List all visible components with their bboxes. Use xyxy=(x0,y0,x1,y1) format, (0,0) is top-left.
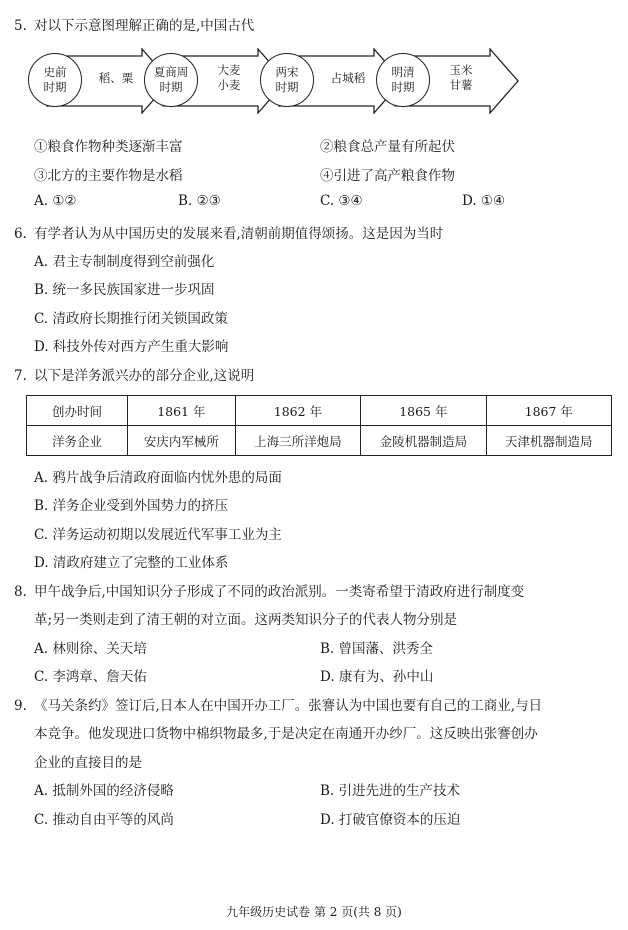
period-label: 两宋 xyxy=(275,65,299,79)
option-d[interactable]: D. 清政府建立了完整的工业体系 xyxy=(34,555,229,571)
option-c[interactable]: C. 清政府长期推行闭关锁国政策 xyxy=(34,311,228,327)
period-circle xyxy=(144,53,198,107)
period-label: 时期 xyxy=(275,80,299,94)
crop-label: 玉米 甘薯 xyxy=(449,63,473,92)
period-circle xyxy=(376,53,430,107)
option-a[interactable]: A. 鸦片战争后清政府面临内忧外患的局面 xyxy=(34,470,282,486)
option-c[interactable]: C. 李鸿章、詹天佑 xyxy=(34,669,147,685)
enterprise-table xyxy=(26,395,612,456)
table-row xyxy=(27,426,612,456)
period-label: 史前 xyxy=(43,65,67,79)
table-cell: 金陵机器制造局 xyxy=(361,426,486,456)
question-5-stem xyxy=(14,14,254,34)
table-cell: 1865 年 xyxy=(361,396,486,426)
option-b[interactable]: B. 引进先进的生产技术 xyxy=(320,783,461,799)
crop-history-diagram xyxy=(28,46,608,116)
question-number: 8. xyxy=(14,584,27,600)
question-7-stem xyxy=(14,364,254,384)
option-b[interactable]: B. ②③ xyxy=(178,193,221,209)
question-text: 有学者认为从中国历史的发展来看,清朝前期值得颂扬。这是因为当时 xyxy=(34,226,444,242)
period-circle xyxy=(260,53,314,107)
table-row xyxy=(27,396,612,426)
option-a[interactable]: A. 抵制外国的经济侵略 xyxy=(34,783,174,799)
question-8-stem xyxy=(14,580,524,600)
option-c[interactable]: C. ③④ xyxy=(320,193,363,209)
option-b[interactable]: B. 曾国藩、洪秀全 xyxy=(320,641,434,657)
period-label: 时期 xyxy=(159,80,183,94)
table-cell: 上海三所洋炮局 xyxy=(235,426,360,456)
question-text: 以下是洋务派兴办的部分企业,这说明 xyxy=(34,368,255,384)
table-cell: 天津机器制造局 xyxy=(486,426,611,456)
question-number: 7. xyxy=(14,368,27,384)
period-circle xyxy=(28,53,82,107)
question-6-stem xyxy=(14,222,443,242)
period-label: 明清 xyxy=(391,65,415,79)
option-a[interactable]: A. 君主专制制度得到空前强化 xyxy=(34,254,215,270)
period-label: 时期 xyxy=(391,80,415,94)
option-c[interactable]: C. 洋务运动初期以发展近代军事工业为主 xyxy=(34,527,282,543)
option-c[interactable]: C. 推动自由平等的风尚 xyxy=(34,812,174,828)
statement-3: ③北方的主要作物是水稻 xyxy=(34,168,183,184)
table-cell: 1861 年 xyxy=(128,396,236,426)
statement-1: ①粮食作物种类逐渐丰富 xyxy=(34,139,183,155)
crop-label: 占城稻 xyxy=(330,71,366,85)
page-footer: 九年级历史试卷 第 2 页(共 8 页) xyxy=(226,905,402,919)
option-d[interactable]: D. 打破官僚资本的压迫 xyxy=(320,812,461,828)
crop-label: 大麦 小麦 xyxy=(217,63,241,92)
question-text: 本竞争。他发现进口货物中棉织物最多,于是决定在南通开办纱厂。这反映出张謇创办 xyxy=(34,726,538,742)
period-label: 时期 xyxy=(43,80,67,94)
option-b[interactable]: B. 统一多民族国家进一步巩固 xyxy=(34,282,215,298)
option-b[interactable]: B. 洋务企业受到外国势力的挤压 xyxy=(34,498,229,514)
question-text: 《马关条约》签订后,日本人在中国开办工厂。张謇认为中国也要有自己的工商业,与日 xyxy=(34,698,543,714)
option-d[interactable]: D. 康有为、孙中山 xyxy=(320,669,434,685)
table-cell: 1862 年 xyxy=(235,396,360,426)
table-header-cell: 洋务企业 xyxy=(27,426,128,456)
statement-4: ④引进了高产粮食作物 xyxy=(320,168,455,184)
question-text: 革;另一类则走到了清王朝的对立面。这两类知识分子的代表人物分别是 xyxy=(34,612,458,628)
table-cell: 安庆内军械所 xyxy=(128,426,236,456)
period-label: 夏商周 xyxy=(153,65,189,79)
question-text: 企业的直接目的是 xyxy=(34,755,142,771)
option-d[interactable]: D. 科技外传对西方产生重大影响 xyxy=(34,339,229,355)
table-cell: 1867 年 xyxy=(486,396,611,426)
question-text: 甲午战争后,中国知识分子形成了不同的政治派别。一类寄希望于清政府进行制度变 xyxy=(34,584,525,600)
question-text: 对以下示意图理解正确的是,中国古代 xyxy=(34,18,255,34)
option-d[interactable]: D. ①④ xyxy=(462,193,506,209)
question-9-stem xyxy=(14,694,542,714)
option-a[interactable]: A. 林则徐、关天培 xyxy=(34,641,147,657)
question-number: 9. xyxy=(14,698,27,714)
crop-label: 稻、粟 xyxy=(98,71,134,85)
table-header-cell: 创办时间 xyxy=(27,396,128,426)
question-number: 5. xyxy=(14,18,27,34)
question-number: 6. xyxy=(14,226,27,242)
statement-2: ②粮食总产量有所起伏 xyxy=(320,139,455,155)
option-a[interactable]: A. ①② xyxy=(34,193,77,209)
